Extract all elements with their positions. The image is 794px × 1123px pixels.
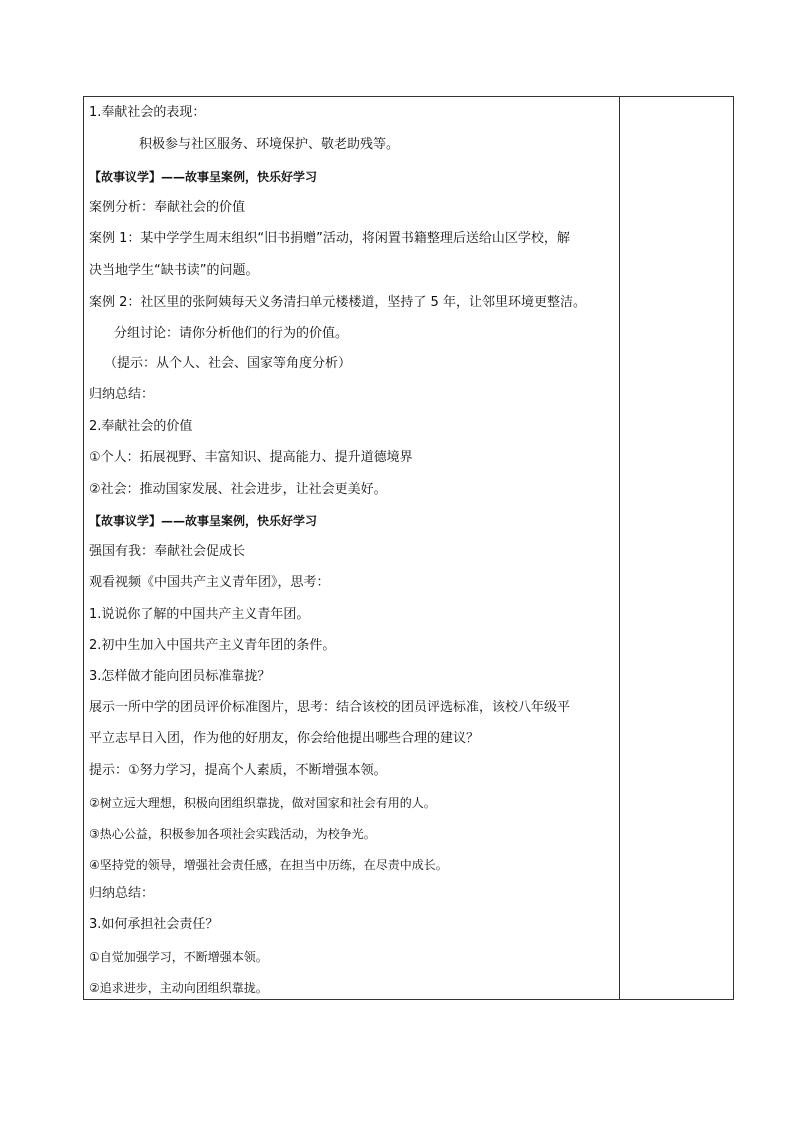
text-line: 强国有我：奉献社会促成长 [89, 544, 246, 559]
value-personal: ①个人：拓展视野、丰富知识、提高能力、提升道德境界 [89, 450, 413, 465]
section-story-heading: 【故事议学】——故事呈案例，快乐好学习 [89, 170, 318, 184]
case-1-text-cont: 决当地学生“缺书读”的问题。 [89, 263, 259, 278]
question-2: 2.初中生加入中国共产主义青年团的条件。 [89, 638, 336, 653]
value-social: ②社会：推动国家发展、社会进步，让社会更美好。 [89, 482, 387, 497]
content-cell [84, 97, 620, 999]
heading-contribution-forms: 1.奉献社会的表现： [89, 105, 206, 120]
summary-label: 归纳总结： [89, 387, 155, 402]
section-story-heading: 【故事议学】——故事呈案例，快乐好学习 [89, 514, 318, 528]
case-2-text: 案例 2：社区里的张阿姨每天义务清扫单元楼楼道，坚持了 5 年，让邻里环境更整洁。 [89, 295, 586, 310]
responsibility-1: ①自觉加强学习，不断增强本领。 [89, 950, 268, 964]
discussion-text: 分组讨论：请你分析他们的行为的价值。 [114, 326, 349, 341]
text-line: 展示一所中学的团员评价标准图片，思考：结合该校的团员评选标准，该校八年级平 [89, 700, 571, 715]
hint-line-4: ④坚持党的领导，增强社会责任感，在担当中历练，在尽责中成长。 [89, 858, 448, 872]
text-line: 观看视频《中国共产主义青年团》，思考： [89, 575, 330, 590]
lesson-table [83, 96, 734, 1000]
case-1-text: 案例 1：某中学学生周末组织“旧书捐赠”活动，将闲置书籍整理后送给山区学校，解 [89, 231, 570, 246]
heading-responsibility: 3.如何承担社会责任？ [89, 917, 219, 932]
responsibility-2: ②追求进步，主动向团组织靠拢。 [89, 981, 268, 995]
question-3: 3.怎样做才能向团员标准靠拢？ [89, 669, 271, 684]
text-line: 案例分析：奉献社会的价值 [89, 200, 246, 215]
question-1: 1.说说你了解的中国共产主义青年团。 [89, 607, 310, 622]
hint-line-2: ②树立远大理想，积极向团组织靠拢，做对国家和社会有用的人。 [89, 796, 436, 810]
heading-contribution-value: 2.奉献社会的价值 [89, 419, 193, 434]
hint-line-1: 提示：①努力学习，提高个人素质，不断增强本领。 [89, 763, 387, 778]
text-line: 平立志早日入团，作为他的好朋友，你会给他提出哪些合理的建议？ [89, 731, 480, 746]
summary-label: 归纳总结： [89, 886, 155, 901]
text-line: 积极参与社区服务、环境保护、敬老助残等。 [139, 137, 400, 152]
hint-text: （提示：从个人、社会、国家等角度分析） [104, 356, 352, 371]
notes-cell [620, 97, 733, 999]
hint-line-3: ③热心公益，积极参加各项社会实践活动，为校争光。 [89, 827, 376, 841]
